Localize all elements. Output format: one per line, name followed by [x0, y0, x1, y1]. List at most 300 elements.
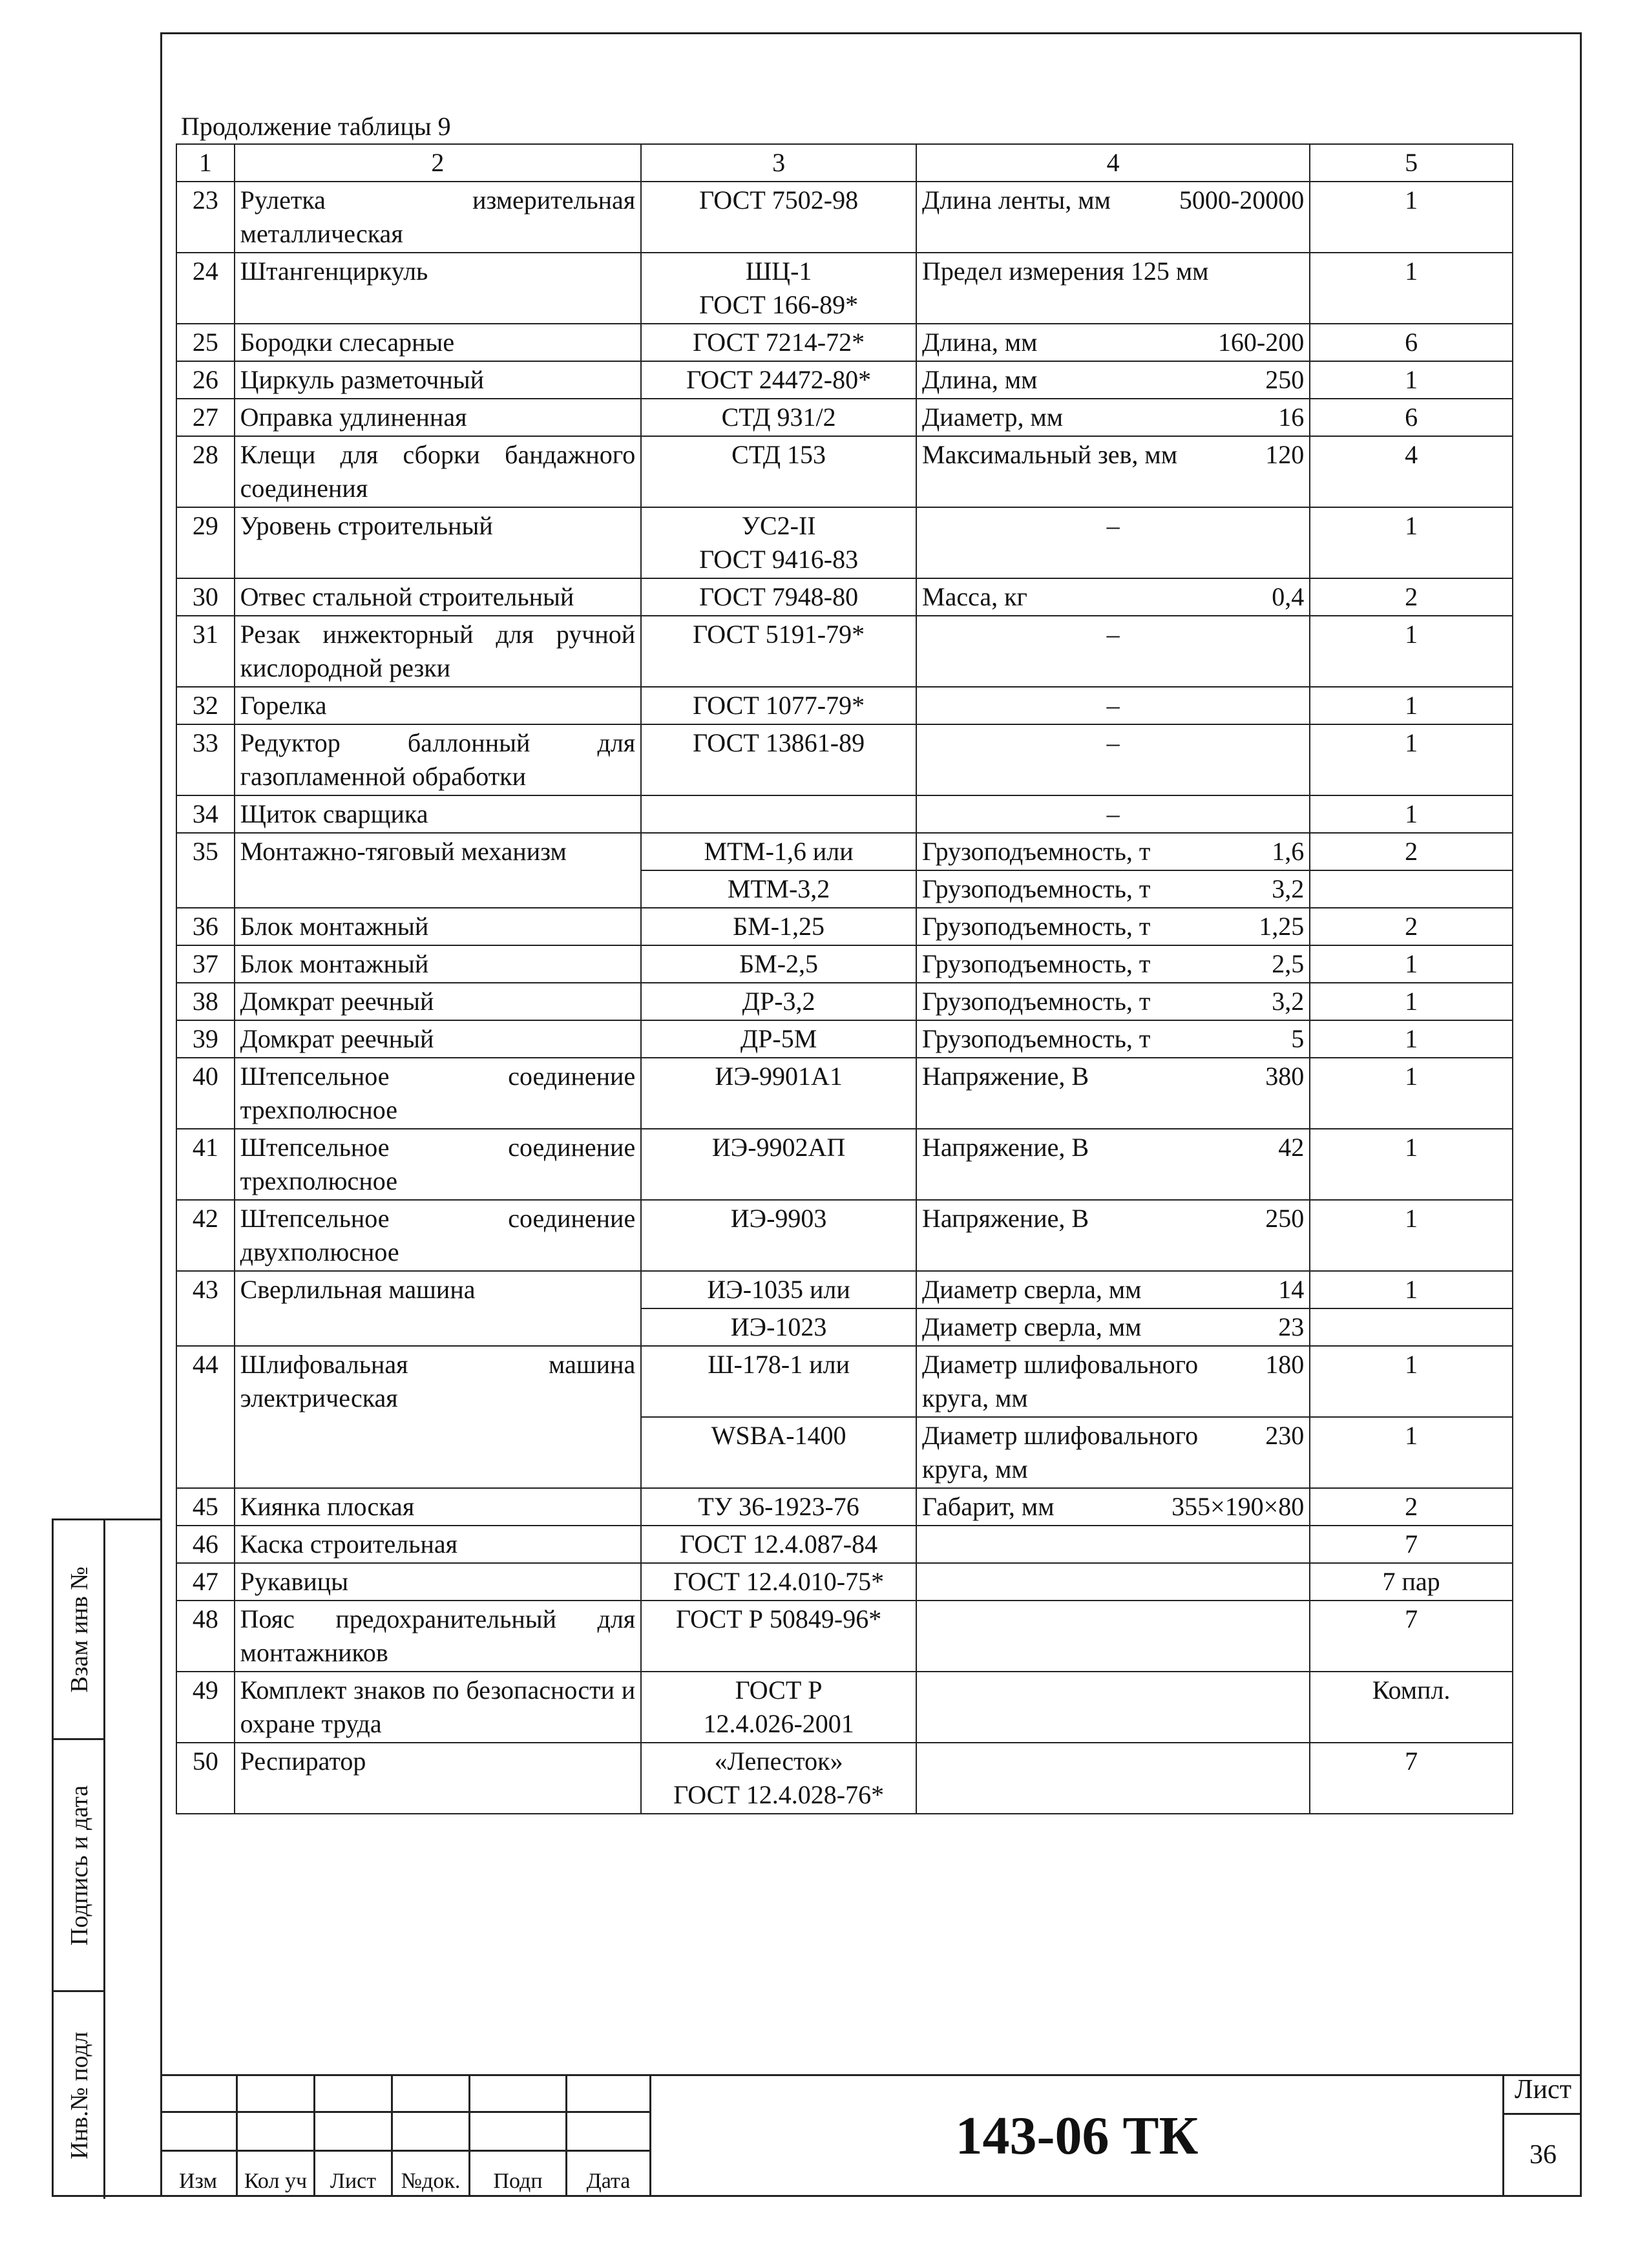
- row-number: 28: [176, 436, 235, 507]
- item-quantity: [1310, 1308, 1513, 1346]
- table-row: [176, 1563, 1513, 1601]
- standard-line: ГОСТ Р 50849-96*: [676, 1604, 882, 1633]
- standard-line: ИЭ-9901А1: [715, 1062, 843, 1091]
- item-parameter: [916, 1200, 1310, 1271]
- row-number: 45: [176, 1488, 235, 1526]
- parameter-line: [922, 1490, 1304, 1524]
- row-number: 50: [176, 1743, 235, 1814]
- item-parameter: [916, 724, 1310, 795]
- parameter-label: Диаметр шлифовального круга, мм: [922, 1421, 1199, 1484]
- item-standard: [641, 1308, 916, 1346]
- item-parameter: [916, 1346, 1310, 1417]
- item-name: Респиратор: [235, 1743, 642, 1814]
- standard-line: БМ-2,5: [739, 949, 819, 978]
- parameter-value: 250: [1265, 1204, 1305, 1233]
- item-quantity: 2: [1310, 908, 1513, 945]
- item-standard: [641, 616, 916, 687]
- parameter-label: –: [1106, 728, 1120, 757]
- item-name: Сверлильная машина: [235, 1271, 642, 1346]
- parameter-value: 160-200: [1217, 328, 1305, 357]
- revision-cell: [238, 2113, 315, 2152]
- parameter-label: Грузоподъемность, т: [922, 912, 1151, 941]
- item-quantity: 1: [1310, 1129, 1513, 1200]
- header-col-3: 3: [641, 144, 916, 182]
- revision-header-label: Дата: [586, 2169, 631, 2193]
- table-row: [176, 1020, 1513, 1058]
- item-quantity: 7 пар: [1310, 1563, 1513, 1601]
- row-number: 44: [176, 1346, 235, 1488]
- table-row: [176, 945, 1513, 983]
- parameter-label: Длина ленты, мм: [922, 185, 1111, 215]
- parameter-line: [922, 1060, 1304, 1093]
- parameter-label: Грузоподъемность, т: [922, 949, 1151, 978]
- parameter-line: [922, 1131, 1304, 1164]
- standard-line: ГОСТ 7502-98: [699, 185, 859, 215]
- item-parameter: [916, 1601, 1310, 1672]
- revision-header-label: №док.: [401, 2169, 461, 2193]
- item-parameter: [916, 324, 1310, 361]
- item-parameter: [916, 1417, 1310, 1488]
- parameter-label: Длина, мм: [922, 328, 1038, 357]
- standard-line: СТД 931/2: [721, 403, 836, 432]
- table-row: [176, 1743, 1513, 1814]
- standard-line: ДР-5М: [740, 1024, 817, 1053]
- item-quantity: 1: [1310, 687, 1513, 724]
- parameter-value: 0,4: [1272, 582, 1305, 611]
- item-quantity: 1: [1310, 1346, 1513, 1417]
- standard-line: ГОСТ 9416-83: [699, 545, 859, 574]
- item-standard: [641, 833, 916, 870]
- parameter-line: [922, 255, 1304, 288]
- item-quantity: 1: [1310, 795, 1513, 833]
- row-number: 38: [176, 983, 235, 1020]
- item-standard: [641, 1417, 916, 1488]
- parameter-label: Грузоподъемность, т: [922, 1024, 1151, 1053]
- parameter-label: Напряжение, В: [922, 1062, 1089, 1091]
- standard-line: WSBA-1400: [711, 1421, 846, 1450]
- standard-line: 12.4.026-2001: [703, 1709, 854, 1738]
- standard-line: СТД 153: [731, 440, 826, 469]
- strip-cell-original-inv: [54, 1992, 105, 2199]
- header-col-5: 5: [1310, 144, 1513, 182]
- parameter-label: –: [1106, 620, 1120, 649]
- item-quantity: Компл.: [1310, 1672, 1513, 1743]
- row-number: 32: [176, 687, 235, 724]
- item-standard: [641, 1601, 916, 1672]
- item-quantity: 1: [1310, 1020, 1513, 1058]
- item-standard: [641, 1743, 916, 1814]
- parameter-value: 14: [1278, 1275, 1305, 1304]
- parameter-value: 5: [1291, 1024, 1305, 1053]
- item-name: Отвес стальной строительный: [235, 578, 642, 616]
- sheet-box: [1504, 2074, 1582, 2197]
- item-name: Клещи для сборки бандажного соединения: [235, 436, 642, 507]
- standard-line: ГОСТ 24472-80*: [686, 365, 872, 394]
- item-quantity: 6: [1310, 399, 1513, 436]
- item-standard: [641, 1271, 916, 1308]
- parameter-line: [922, 726, 1304, 760]
- parameter-line: [922, 326, 1304, 359]
- standard-line: ГОСТ 166-89*: [699, 290, 859, 319]
- parameter-label: Диаметр шлифовального круга, мм: [922, 1350, 1199, 1412]
- parameter-label: Грузоподъемность, т: [922, 837, 1151, 866]
- revision-header-cell: [315, 2152, 393, 2197]
- row-number: 47: [176, 1563, 235, 1601]
- strip-cell-replacement-inv: [54, 1520, 105, 1740]
- standard-line: ГОСТ 12.4.087-84: [680, 1529, 878, 1559]
- title-block: [160, 2074, 1582, 2197]
- table-row: [176, 1601, 1513, 1672]
- parameter-value: 180: [1265, 1350, 1305, 1379]
- parameter-label: Напряжение, В: [922, 1133, 1089, 1162]
- item-parameter: [916, 253, 1310, 324]
- item-quantity: 1: [1310, 253, 1513, 324]
- row-number: 40: [176, 1058, 235, 1129]
- standard-line: ГОСТ 7214-72*: [693, 328, 865, 357]
- item-name: Киянка плоская: [235, 1488, 642, 1526]
- item-name: Штепсельное соединение трехполюсное: [235, 1058, 642, 1129]
- revision-header-label: Изм: [178, 2169, 218, 2193]
- item-quantity: [1310, 870, 1513, 908]
- item-quantity: 4: [1310, 436, 1513, 507]
- item-parameter: [916, 182, 1310, 253]
- row-number: 33: [176, 724, 235, 795]
- revision-cell: [567, 2113, 651, 2152]
- revision-cell: [567, 2074, 651, 2113]
- row-number: 48: [176, 1601, 235, 1672]
- revision-header-label: Лист: [330, 2169, 377, 2193]
- parameter-line: [922, 438, 1304, 472]
- standard-line: ГОСТ 5191-79*: [693, 620, 865, 649]
- parameter-value: 3,2: [1272, 987, 1305, 1016]
- sheet-number: 36: [1529, 2140, 1557, 2170]
- table-row: [176, 361, 1513, 399]
- row-number: 46: [176, 1526, 235, 1563]
- item-name: Комплект знаков по безопасности и охране труда: [235, 1672, 642, 1743]
- item-parameter: [916, 1020, 1310, 1058]
- standard-line: ИЭ-1023: [730, 1312, 827, 1341]
- item-quantity: 6: [1310, 324, 1513, 361]
- item-standard: [641, 507, 916, 578]
- equipment-table-body: [176, 144, 1513, 1814]
- standard-line: ГОСТ 12.4.010-75*: [673, 1567, 885, 1596]
- revision-cell: [238, 2074, 315, 2113]
- item-name: Шлифовальная машина электрическая: [235, 1346, 642, 1488]
- item-name: Каска строительная: [235, 1526, 642, 1563]
- table-row: [176, 833, 1513, 870]
- item-standard: [641, 1346, 916, 1417]
- parameter-value: 230: [1265, 1421, 1305, 1450]
- revision-cell: [470, 2074, 567, 2113]
- item-standard: [641, 908, 916, 945]
- table-row: [176, 324, 1513, 361]
- item-parameter: [916, 833, 1310, 870]
- parameter-value: 16: [1278, 403, 1305, 432]
- item-standard: [641, 1563, 916, 1601]
- parameter-value: 2,5: [1272, 949, 1305, 978]
- parameter-value: 3,2: [1272, 874, 1305, 903]
- parameter-line: [922, 363, 1304, 397]
- table-row: [176, 507, 1513, 578]
- standard-line: «Лепесток»: [714, 1747, 843, 1776]
- row-number: 25: [176, 324, 235, 361]
- item-quantity: 7: [1310, 1743, 1513, 1814]
- standard-line: ГОСТ 13861-89: [693, 728, 865, 757]
- table-row: [176, 1271, 1513, 1308]
- item-standard: [641, 253, 916, 324]
- table-row: [176, 182, 1513, 253]
- item-quantity: 1: [1310, 1058, 1513, 1129]
- item-standard: [641, 687, 916, 724]
- item-name: Монтажно-тяговый механизм: [235, 833, 642, 908]
- parameter-label: Диаметр сверла, мм: [922, 1275, 1142, 1304]
- item-standard: [641, 795, 916, 833]
- item-quantity: 7: [1310, 1526, 1513, 1563]
- item-quantity: 1: [1310, 1200, 1513, 1271]
- item-parameter: [916, 616, 1310, 687]
- item-name: Резак инжекторный для ручной кислородной резки: [235, 616, 642, 687]
- item-parameter: [916, 436, 1310, 507]
- parameter-line: [922, 509, 1304, 543]
- header-col-1: 1: [176, 144, 235, 182]
- standard-line: ИЭ-1035 или: [707, 1275, 850, 1304]
- revision-header-cell: [567, 2152, 651, 2197]
- row-number: 26: [176, 361, 235, 399]
- parameter-label: –: [1106, 799, 1120, 828]
- item-name: Пояс предохранительный для монтажников: [235, 1601, 642, 1672]
- item-name: Штепсельное соединение двухполюсное: [235, 1200, 642, 1271]
- standard-line: МТМ-1,6 или: [704, 837, 854, 866]
- table-row: [176, 1058, 1513, 1129]
- standard-line: ГОСТ Р: [735, 1675, 823, 1705]
- item-name: Горелка: [235, 687, 642, 724]
- item-standard: [641, 1672, 916, 1743]
- parameter-label: Грузоподъемность, т: [922, 874, 1151, 903]
- parameter-line: [922, 985, 1304, 1018]
- item-parameter: [916, 399, 1310, 436]
- row-number: 35: [176, 833, 235, 908]
- row-number: 41: [176, 1129, 235, 1200]
- parameter-value: 250: [1265, 365, 1305, 394]
- left-side-strip: [52, 1518, 160, 2197]
- table-row: [176, 795, 1513, 833]
- standard-line: ТУ 36-1923-76: [698, 1492, 859, 1521]
- standard-line: БМ-1,25: [733, 912, 825, 941]
- parameter-line: [922, 580, 1304, 614]
- parameter-label: –: [1106, 691, 1120, 720]
- revision-cell: [393, 2113, 470, 2152]
- item-parameter: [916, 795, 1310, 833]
- parameter-line: [922, 1022, 1304, 1056]
- item-parameter: [916, 507, 1310, 578]
- item-standard: [641, 399, 916, 436]
- parameter-value: 1,25: [1259, 912, 1305, 941]
- standard-line: ГОСТ 7948-80: [699, 582, 859, 611]
- table-caption: Продолжение таблицы 9: [181, 112, 451, 141]
- parameter-line: [922, 401, 1304, 434]
- parameter-line: [922, 689, 1304, 722]
- standard-line: ИЭ-9903: [730, 1204, 827, 1233]
- parameter-value: 5000-20000: [1179, 185, 1305, 215]
- item-parameter: [916, 1271, 1310, 1308]
- strip-label-original-inv: Инв.№ подл: [66, 2032, 93, 2159]
- item-standard: [641, 1129, 916, 1200]
- parameter-line: [922, 184, 1304, 217]
- table-row: [176, 1488, 1513, 1526]
- item-standard: [641, 724, 916, 795]
- item-quantity: 2: [1310, 578, 1513, 616]
- standard-line: МТМ-3,2: [727, 874, 830, 903]
- parameter-label: Длина, мм: [922, 365, 1038, 394]
- parameter-line: [922, 1419, 1304, 1486]
- revision-cell: [470, 2113, 567, 2152]
- document-code: 143-06 ТК: [651, 2074, 1504, 2197]
- revision-cell: [160, 2074, 238, 2113]
- parameter-value: 380: [1265, 1062, 1305, 1091]
- parameter-label: –: [1106, 511, 1120, 540]
- table-row: [176, 1200, 1513, 1271]
- table-row: [176, 616, 1513, 687]
- parameter-label: Габарит, мм: [922, 1492, 1055, 1521]
- item-name: Домкрат реечный: [235, 983, 642, 1020]
- item-quantity: 1: [1310, 361, 1513, 399]
- item-quantity: 1: [1310, 507, 1513, 578]
- revision-header-cell: [160, 2152, 238, 2197]
- item-name: Блок монтажный: [235, 945, 642, 983]
- item-name: Штангенциркуль: [235, 253, 642, 324]
- parameter-line: [922, 910, 1304, 943]
- item-parameter: [916, 1488, 1310, 1526]
- item-parameter: [916, 945, 1310, 983]
- revision-cell: [315, 2113, 393, 2152]
- revision-cell: [315, 2074, 393, 2113]
- item-name: Циркуль разметочный: [235, 361, 642, 399]
- item-parameter: [916, 361, 1310, 399]
- revision-cell: [160, 2113, 238, 2152]
- item-parameter: [916, 578, 1310, 616]
- standard-line: Ш-178-1 или: [708, 1350, 850, 1379]
- item-parameter: [916, 870, 1310, 908]
- item-standard: [641, 1526, 916, 1563]
- parameter-value: 1,6: [1272, 837, 1305, 866]
- table-header-row: [176, 144, 1513, 182]
- parameter-label: Максимальный зев, мм: [922, 440, 1178, 469]
- parameter-label: Грузоподъемность, т: [922, 987, 1151, 1016]
- parameter-label: Диаметр, мм: [922, 403, 1064, 432]
- parameter-value: 355×190×80: [1171, 1492, 1305, 1521]
- table-row: [176, 1129, 1513, 1200]
- table-row: [176, 724, 1513, 795]
- sheet-label: Лист: [1504, 2074, 1582, 2115]
- item-standard: [641, 182, 916, 253]
- standard-line: УС2-II: [741, 511, 816, 540]
- parameter-label: Масса, кг: [922, 582, 1027, 611]
- parameter-line: [922, 947, 1304, 981]
- item-quantity: 1: [1310, 1271, 1513, 1308]
- item-name: Рукавицы: [235, 1563, 642, 1601]
- item-parameter: [916, 687, 1310, 724]
- parameter-line: [922, 872, 1304, 906]
- row-number: 39: [176, 1020, 235, 1058]
- item-quantity: 7: [1310, 1601, 1513, 1672]
- item-quantity: 1: [1310, 616, 1513, 687]
- item-name: Бородки слесарные: [235, 324, 642, 361]
- item-name: Рулетка измерительная металлическая: [235, 182, 642, 253]
- row-number: 27: [176, 399, 235, 436]
- item-name: Оправка удлиненная: [235, 399, 642, 436]
- item-standard: [641, 578, 916, 616]
- table-row: [176, 399, 1513, 436]
- item-quantity: 1: [1310, 983, 1513, 1020]
- standard-line: ГОСТ 1077-79*: [693, 691, 865, 720]
- item-standard: [641, 945, 916, 983]
- row-number: 43: [176, 1271, 235, 1346]
- parameter-label: Предел измерения 125 мм: [922, 257, 1209, 286]
- item-parameter: [916, 1672, 1310, 1743]
- parameter-line: [922, 1310, 1304, 1344]
- row-number: 49: [176, 1672, 235, 1743]
- row-number: 37: [176, 945, 235, 983]
- item-standard: [641, 361, 916, 399]
- table-row: [176, 983, 1513, 1020]
- item-standard: [641, 983, 916, 1020]
- row-number: 36: [176, 908, 235, 945]
- item-standard: [641, 1020, 916, 1058]
- item-standard: [641, 1200, 916, 1271]
- item-parameter: [916, 983, 1310, 1020]
- standard-line: ИЭ-9902АП: [711, 1133, 846, 1162]
- strip-label-replacement-inv: Взам инв №: [66, 1566, 93, 1693]
- table-row: [176, 1346, 1513, 1417]
- strip-cell-signature-date: [54, 1740, 105, 1992]
- item-quantity: 1: [1310, 945, 1513, 983]
- table-row: [176, 1526, 1513, 1563]
- revision-header-cell: [393, 2152, 470, 2197]
- parameter-line: [922, 1202, 1304, 1235]
- parameter-value: 120: [1265, 440, 1305, 469]
- item-standard: [641, 1058, 916, 1129]
- item-quantity: 2: [1310, 1488, 1513, 1526]
- parameter-line: [922, 1348, 1304, 1415]
- equipment-table: [176, 143, 1513, 1814]
- parameter-line: [922, 1273, 1304, 1307]
- parameter-label: Напряжение, В: [922, 1204, 1089, 1233]
- revision-header-cell: [470, 2152, 567, 2197]
- item-quantity: 1: [1310, 724, 1513, 795]
- item-parameter: [916, 908, 1310, 945]
- header-col-4: 4: [916, 144, 1310, 182]
- row-number: 30: [176, 578, 235, 616]
- parameter-value: 42: [1278, 1133, 1305, 1162]
- revision-cell: [393, 2074, 470, 2113]
- parameter-value: 23: [1278, 1312, 1305, 1341]
- item-parameter: [916, 1743, 1310, 1814]
- strip-label-signature-date: Подпись и дата: [66, 1785, 93, 1946]
- row-number: 42: [176, 1200, 235, 1271]
- item-quantity: 2: [1310, 833, 1513, 870]
- item-quantity: 1: [1310, 1417, 1513, 1488]
- table-row: [176, 436, 1513, 507]
- item-parameter: [916, 1308, 1310, 1346]
- standard-line: ДР-3,2: [742, 987, 815, 1016]
- standard-line: ГОСТ 12.4.028-76*: [673, 1780, 885, 1809]
- standard-line: ШЦ-1: [745, 257, 812, 286]
- item-parameter: [916, 1129, 1310, 1200]
- item-name: Домкрат реечный: [235, 1020, 642, 1058]
- row-number: 23: [176, 182, 235, 253]
- row-number: 24: [176, 253, 235, 324]
- row-number: 29: [176, 507, 235, 578]
